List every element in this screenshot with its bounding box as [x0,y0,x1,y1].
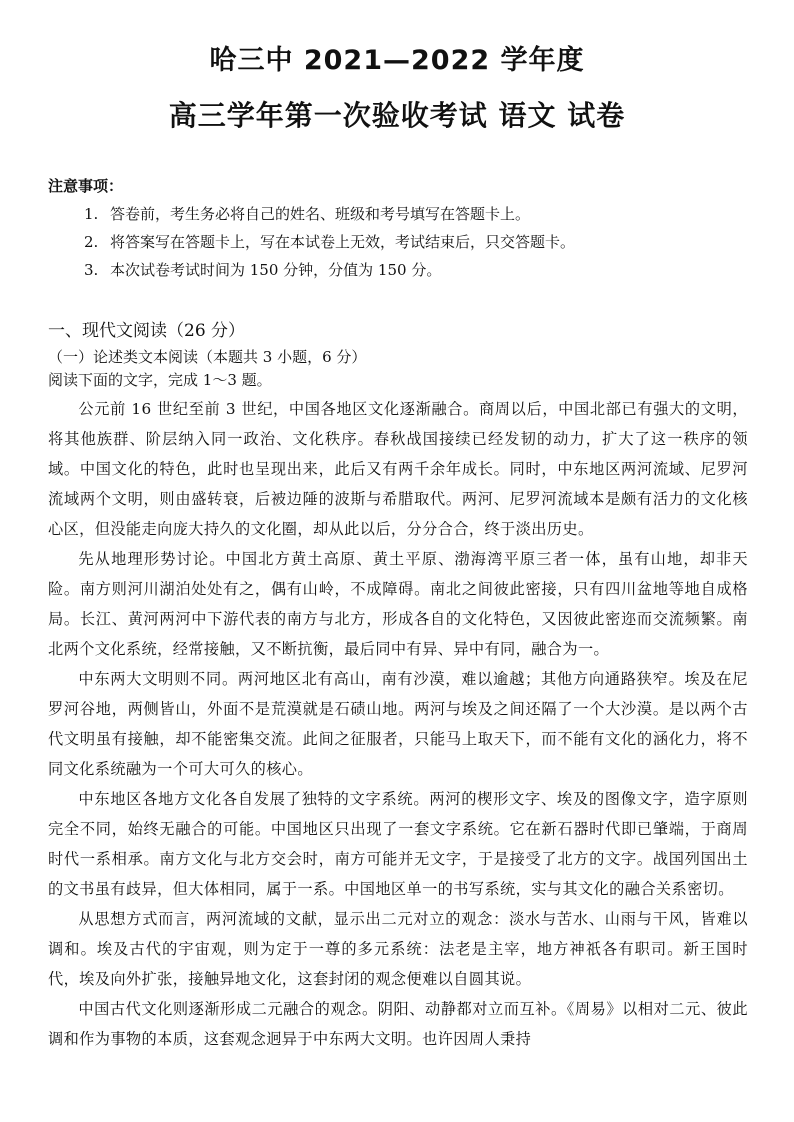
exam-title-year: 哈三中 2021—2022 学年度 [209,45,585,76]
notice-item-number: 1. [84,205,99,223]
notice-item-text: 将答案写在答题卡上，写在本试卷上无效，考试结束后，只交答题卡。 [110,233,576,251]
notice-item [48,200,748,228]
notice-block [48,172,748,284]
passage-paragraph: 从思想方式而言，两河流域的文献，显示出二元对立的观念：淡水与苦水、山雨与干风，皆难以调和。埃及古代的宇宙观，则为定于一尊的多元系统：法老是主宰，地方神祇各有职司。新王国时代，埃及向外扩张，接触异地文化，这套封闭的观念便难以自圆其说。 [48,910,748,988]
section-heading: 一、现代文阅读（26 分） [48,321,246,341]
passage-paragraph: 中国古代文化则逐渐形成二元融合的观念。阴阳、动静都对立而互补。《周易》以相对二元、彼此调和作为事物的本质，这套观念迥异于中东两大文明。也许因周人秉持 [48,1000,748,1048]
passage-paragraph: 公元前 16 世纪至前 3 世纪，中国各地区文化逐渐融合。商周以后，中国北部已有强大的文明，将其他族群、阶层纳入同一政治、文化秩序。春秋战国接续已经发韧的动力，扩大了这一秩序的领域。中国文化的特色，此时也呈现出来，此后又有两千余年成长。同时，中东地区两河流域、尼罗河流域两个文明，则由盛转衰，后被边陲的波斯与希腊取代。两河、尼罗河流域本是颇有活力的文化核心区，但没能走向庞大持久的文化圈，却从此以后，分分合合，终于淡出历史。 [48,400,748,538]
notice-item-number: 2. [84,233,99,251]
reading-instruction: 阅读下面的文字，完成 1～3 题。 [48,371,272,389]
notice-item-text: 本次试卷考试时间为 150 分钟，分值为 150 分。 [110,261,442,279]
reading-passage [48,394,748,1054]
notice-item [48,228,748,256]
notice-item-text: 答卷前，考生务必将自己的姓名、班级和考号填写在答题卡上。 [110,205,531,223]
notice-heading: 注意事项： [48,177,124,195]
section-subheading: （一）论述类文本阅读（本题共 3 小题，6 分） [48,348,367,366]
exam-title-subject: 高三学年第一次验收考试 语文 试卷 [168,99,626,132]
section-header-block [48,316,748,392]
passage-paragraph: 中东地区各地方文化各自发展了独特的文字系统。两河的楔形文字、埃及的图像文字，造字原则完全不同，始终无融合的可能。中国地区只出现了一套文字系统。它在新石器时代即已肇端，于商周时代一系相承。南方文化与北方交会时，南方可能并无文字，于是接受了北方的文字。战国列国出土的文书虽有歧异，但大体相同，属于一系。中国地区单一的书写系统，实与其文化的融合关系密切。 [48,790,748,898]
notice-item-number: 3. [84,261,99,279]
passage-paragraph: 先从地理形势讨论。中国北方黄土高原、黄土平原、渤海湾平原三者一体，虽有山地，却非天险。南方则河川湖泊处处有之，偶有山岭，不成障碍。南北之间彼此密接，只有四川盆地等地自成格局。长江、黄河两河中下游代表的南方与北方，形成各自的文化特色，又因彼此密迩而交流频繁。南北两个文化系统，经常接触，又不断抗衡，最后同中有异、异中有同，融合为一。 [48,550,748,658]
passage-paragraph: 中东两大文明则不同。两河地区北有高山，南有沙漠，难以逾越；其他方向通路狭窄。埃及在尼罗河谷地，两侧皆山，外面不是荒漠就是石碛山地。两河与埃及之间还隔了一个大沙漠。是以两个古代文明虽有接触，却不能密集交流。此间之征服者，只能马上取天下，而不能有文化的涵化力，将不同文化系统融为一个可大可久的核心。 [48,670,748,778]
notice-item [48,256,748,284]
